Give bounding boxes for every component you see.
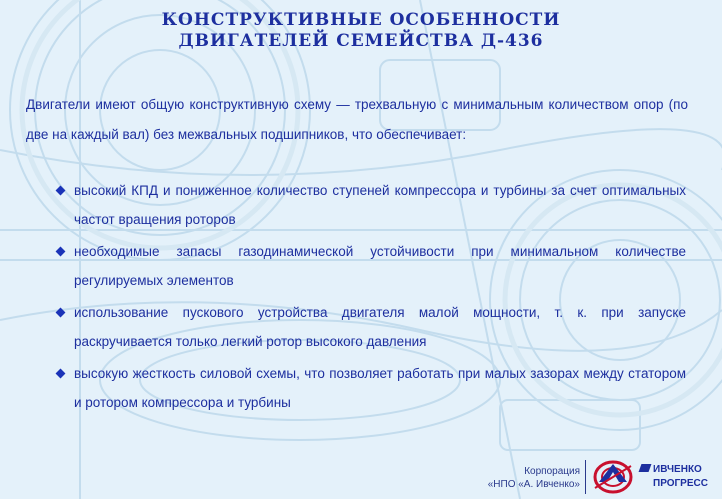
company-logo-text [640,463,708,491]
list-item-text: высокий КПД и пониженное количество ступеней компрессора и турбины за счет оптимальных частот вращения роторов [74,183,686,227]
list-item [56,359,686,417]
logo-line-1: ИВЧЕНКО [653,464,702,475]
list-item [56,298,686,356]
logo-line-2: ПРОГРЕСС [653,478,708,489]
footer-divider [585,460,586,494]
list-item-text: высокую жесткость силовой схемы, что позволяет работать при малых зазорах между статором и ротором компрессора и турбины [74,366,686,410]
diamond-bullet-icon [56,308,66,318]
title-line-1: КОНСТРУКТИВНЫЕ ОСОБЕННОСТИ [161,10,561,30]
page-title [0,10,722,52]
corporation-line-1: Корпорация [524,466,580,477]
list-item [56,237,686,295]
list-item-text: необходимые запасы газодинамической устойчивости при минимальном количестве регулируемых элементов [74,244,686,288]
title-line-2: ДВИГАТЕЛЕЙ СЕМЕЙСТВА Д-436 [178,31,544,51]
list-item [56,176,686,234]
corporation-line-2: «НПО «А. Ивченко» [487,479,580,490]
diamond-bullet-icon [56,247,66,257]
corporation-caption [488,465,580,491]
diamond-bullet-icon [56,186,66,196]
feature-list [56,176,686,420]
intro-paragraph: Двигатели имеют общую конструктивную схему — трехвальную с минимальным количеством опор (по две на каждый вал) без межвальных подшипников, что обеспечивает: [26,97,688,142]
diamond-bullet-icon [56,369,66,379]
logo-mark-icon [639,464,652,472]
list-item-text: использование пускового устройства двигателя малой мощности, т. к. при запуске раскручивается только легкий ротор высокого давления [74,305,686,349]
company-emblem-icon [591,458,635,496]
